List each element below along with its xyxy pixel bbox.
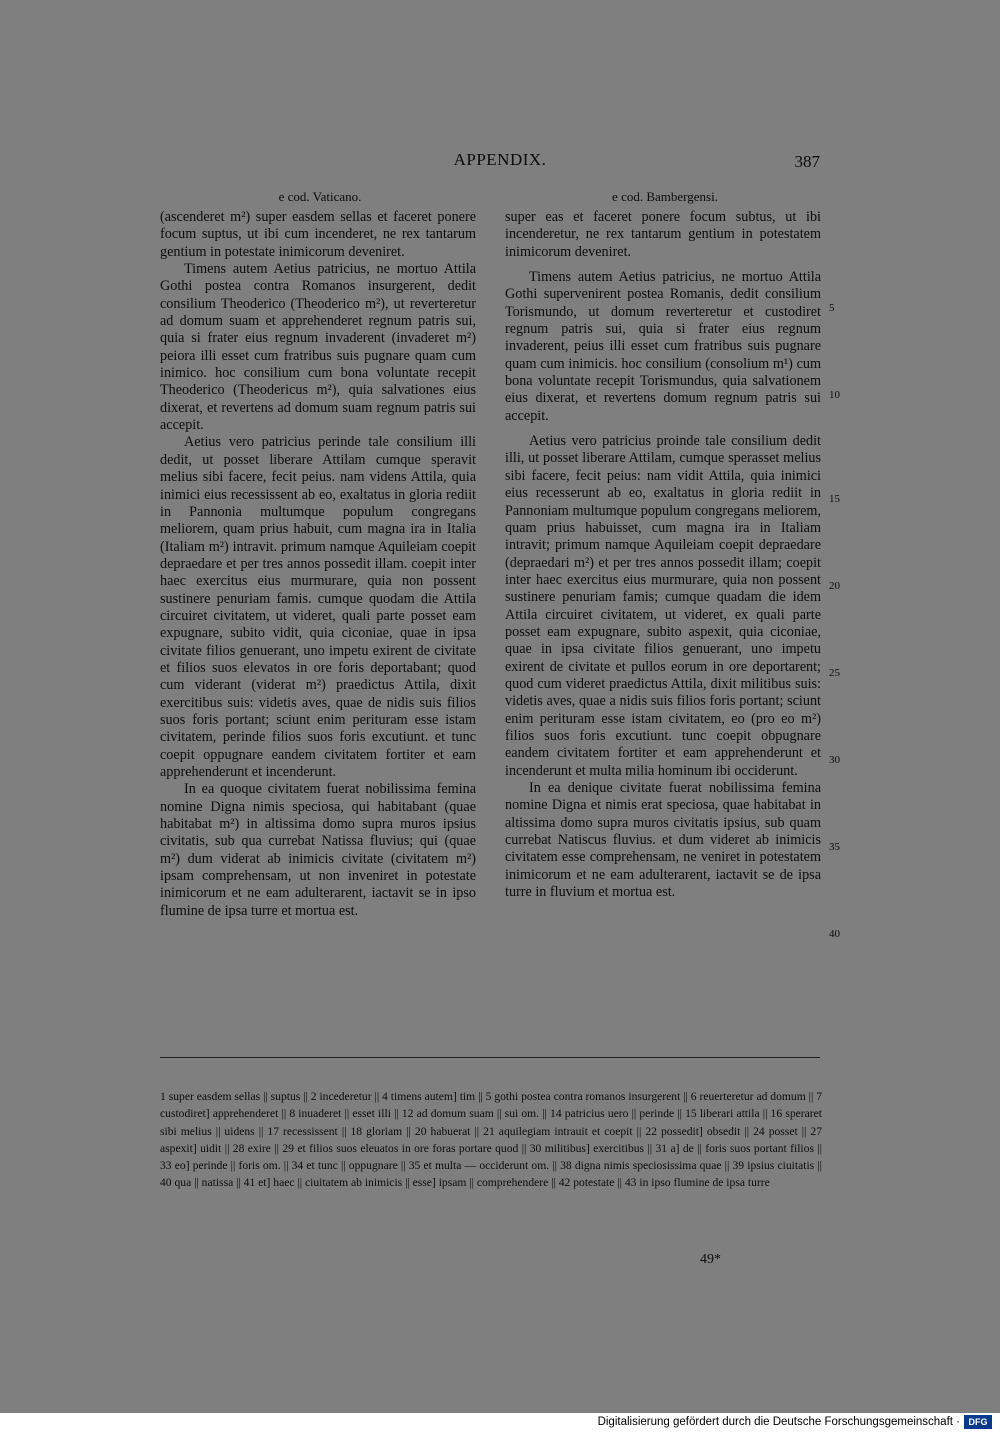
right-column-heading: e cod. Bambergensi. <box>612 189 718 204</box>
right-paragraph: In ea denique civitate fuerat nobilissima femina nomine Digna et nimis erat speciosa, quae habitabat in altissima domo supra muros civitatis ipsius, sub quam currebat Natiscus fluvius. et dum videret ab inimicis civitatem esse comprehensam, ne veniret in potestatem inimicorum et ne eam adulterarent, iactavit se de ipsa turre in fluvium et mortua est. <box>505 780 821 901</box>
line-number: 10 <box>829 389 840 401</box>
footnote-rule <box>160 1057 820 1058</box>
line-number: 25 <box>829 667 840 679</box>
line-number: 15 <box>829 493 840 505</box>
left-paragraph: In ea quoque civitatem fuerat nobilissima femina nomine Digna nimis speciosa, qui habitabant (quae habitabat m²) in altissima domo supra muros ipsius civitatis, sub qua currebat Natissa fluvius; qui (quae m²) dum viderat ab inimicis civitate (civitatem m²) ipsam comprehensam, ut non inveniret in potestate inimicorum et ne eam adulterarent, iactavit se in ipso flumine de ipsa turre et mortua est. <box>160 781 476 919</box>
critical-apparatus: 1 super easdem sellas || suptus || 2 incederetur || 4 timens autem] tim || 5 gothi postea contra romanos insurgerent || 6 reuerteretur ad domum || 7 custodiret] apprehenderet || 8 inuaderet || esset illi || 12 ad domum suam || sui om. || 14 patricius uero || perinde || 15 liberari attila || 16 speraret sibi melius || uidens || 17 recessissent || 18 gloriam || 20 habuerat || 21 aquilegiam intrauit et coepit || 22 possedit] obsedit || 24 posset || 27 aspexit] uidit || 28 exire || 29 et filios suos eleuatos in ore foras portare quod || 30 militibus] exercitibus || 31 a] de || foris suos portant filios || 33 eo] perinde || foris om. || 34 et tunc || oppugnare || 35 et multa — occiderunt om. || 38 digna nimis speciosissima quae || 39 ipsius ciuitatis || 40 qua || natissa || 41 et] haec || ciuitatem ab inimicis || esse] ipsam || comprehendere || 42 potestate || 43 in ipso flumine de ipsa turre <box>160 1090 822 1190</box>
line-number: 35 <box>829 841 840 853</box>
right-column-text <box>505 209 821 901</box>
left-paragraph: Timens autem Aetius patricius, ne mortuo Attila Gothi postea contra Romanos insurgerent, dedit consilium Theoderico (Theoderico m²), ut reverteretur ad domum suam et apprehenderet regnum patris sui, quia si frater eius regnum invaderent (invaderet m²) peiora illi esset cum fratribus suis pugnare quam cum inimico. hoc consilium cum bona voluntate recepit Theoderico (Theodericus m²), quia salvationes eius dixerat, et revertens ad domum suam regnum patris sui accepit. <box>160 261 476 434</box>
right-paragraph: Timens autem Aetius patricius, ne mortuo Attila Gothi supervenirent postea Romanis, dedit consilium Torismundo, ut domum reverteretur et custodiret regnum patris sui, quia si frater eius regnum invaderent, peius illi esset cum fratribus suis pugnare quam cum inimicis. hoc consilium (consolium m¹) cum bona voluntate recepit Torismundus, quia salvationem eius dixerat, et revertens domum regnum patris sui accepit. <box>505 269 821 424</box>
left-column-heading: e cod. Vaticano. <box>278 189 362 204</box>
line-number: 40 <box>829 928 840 940</box>
line-number: 20 <box>829 580 840 592</box>
left-paragraph: (ascenderet m²) super easdem sellas et faceret ponere focum suptus, ut ibi cum incenderet, ne rex tantarum gentium in potestate inimicorum deveniret. <box>160 209 476 260</box>
page-number: 387 <box>794 152 820 171</box>
line-number: 30 <box>829 754 840 766</box>
running-title: APPENDIX. <box>453 150 547 169</box>
line-number: 5 <box>829 302 835 314</box>
dfg-logo-icon: DFG <box>964 1415 992 1429</box>
left-paragraph: Aetius vero patricius perinde tale consilium illi dedit, ut posset liberare Attilam cumque speravit melius sibi facere, fecit peius. nam videns Attila, quia inimici eius recessissent ab eo, exaltatus in gloria rediit in Pannonia multumque populum congregans meliorem, quam prius habuit, cum magna ira in Italia (Italiam m²) intravit. primum namque Aquileiam coepit depraedare et per tres annos possedit illam. coepit inter haec exercitus eius murmurare, quia non possent sustinere penuriam famis. cumque quodam die Attila circuiret civitatem, ut videret, quali parte posset eam expugnare, subito vidit, quia ciconiae, quae in ipsa civitate filios genuerant, uno impetu exirent de civitate et filios suos elevatos in ore foris deportabant; quod cum viderant (viderat m²) praedictus Attila, dixit exercitibus suis: videtis aves, quae de nidis suis filios suos foris portant; sciunt enim perituram esse istam civitatem, perinde filios suos foris excutiunt. et tunc coepit oppugnare eandem civitatem fortiter et eam apprehenderunt et incenderunt. <box>160 434 476 780</box>
right-paragraph: Aetius vero patricius proinde tale consilium dedit illi, ut posset liberare Attilam, cumque sperasset melius sibi facere, fecit peius: nam vidit Attila, quia inimici eius recesserunt ab eo, exaltatus in gloria rediit in Pannoniam multumque populum congregans meliorem, quam prius habuisset, cum magna ira in Italiam intravit; primum namque Aquileiam coepit depraedare (depraedari m²) et per tres annos possedit illam; coepit inter haec exercitus eius murmurare, quia non possent sustinere penuriam famis; cumque quadam die idem Attila circuiret civitatem, ut videret, ex quali parte posset eam expugnare, subito aspexit, quia ciconiae, quae in ipsa civitate filios genuerant, uno impetu exirent de civitate et pullos eorum in ore deportarent; quod cum videret praedictus Attila, dixit militibus suis: videtis aves, quae a nidis suis filios foris portant; sciunt enim perituram esse istam civitatem, eo (pro eo m²) filios suos foris excutiunt. tunc coepit obpugnare eandem civitatem fortiter et eam apprehenderunt et incenderunt et multa milia hominum ibi occiderunt. <box>505 433 821 779</box>
signature-mark: 49* <box>700 1252 721 1267</box>
left-column-text <box>160 209 476 920</box>
right-paragraph: super eas et faceret ponere focum subtus, ut ibi incenderetur, ne rex tantarum gentium in potestatem inimicorum deveniret. <box>505 209 821 260</box>
digitization-credit: Digitalisierung gefördert durch die Deutsche Forschungsgemeinschaft · <box>597 1416 960 1428</box>
